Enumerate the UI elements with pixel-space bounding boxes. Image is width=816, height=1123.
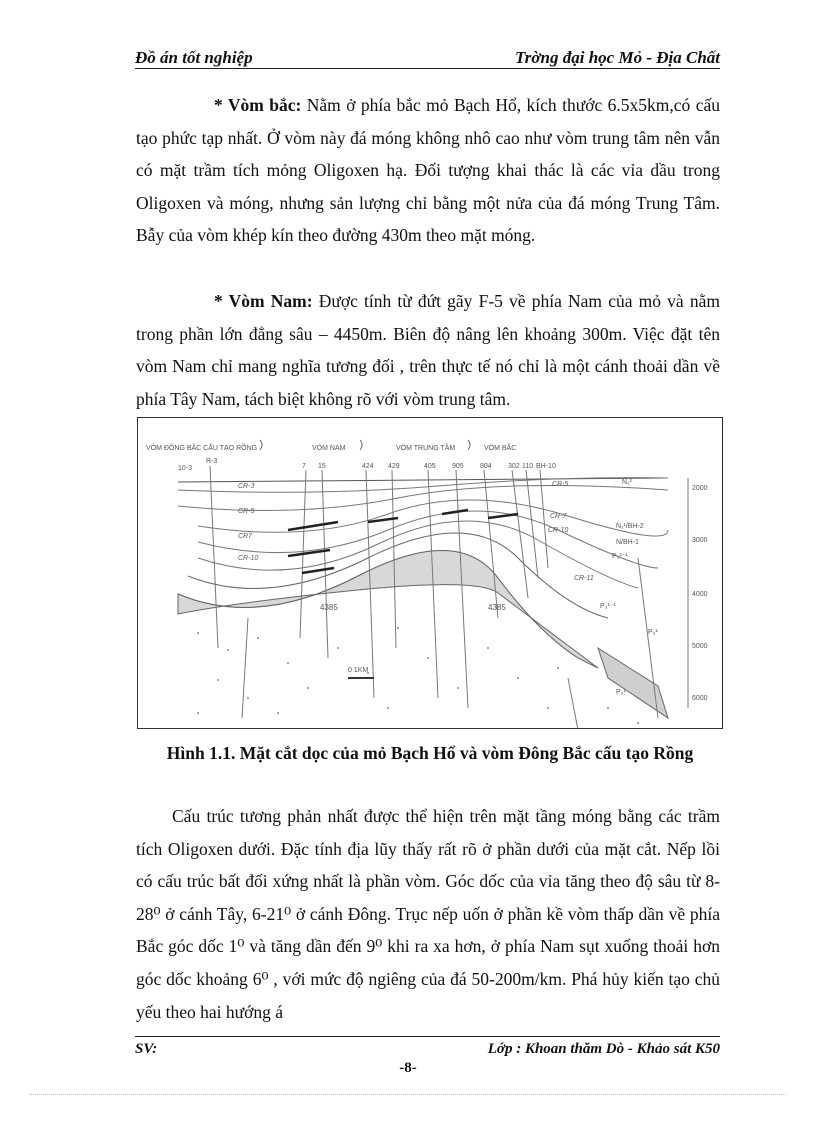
horizon-label: CR-3 xyxy=(238,483,255,490)
paragraph-vom-bac xyxy=(136,89,720,252)
formation-label: P₃¹ xyxy=(616,689,626,696)
header-university: Trờng đại học Mỏ - Địa Chất xyxy=(515,48,720,67)
region-label: VÒM TRUNG TÂM xyxy=(396,445,456,452)
horizon-label: CR-5 xyxy=(552,481,569,488)
paragraph-text: Được tính từ đứt gãy F-5 về phía Nam của mỏ và nằm trong phần lớn đẳng sâu – 4450m. Biên độ nâng lên khoảng 300m. Việc đặt tên vòm Nam chỉ mang nghĩa tương đối , trên thực tế nó chỉ là một cánh thoải dần về phía Tây Nam, tách biệt không rõ với vòm trung tâm. xyxy=(136,291,720,409)
well-label: 110 xyxy=(522,463,534,470)
page-number: -8- xyxy=(399,1060,417,1076)
horizon-label: CR-7 xyxy=(550,513,567,520)
well-label: 804 xyxy=(480,463,492,470)
paragraph-structure xyxy=(136,800,720,1028)
region-label: VÒM NAM xyxy=(312,445,346,452)
well-label: 424 xyxy=(362,463,374,470)
well-label: 905 xyxy=(452,463,464,470)
paragraph-text: Nằm ở phía bắc mỏ Bạch Hổ, kích thước 6.5x5km,có cấu tạo phức tạp nhất. Ở vòm này đá móng không nhô cao như vòm trung tâm nên vẫn có mặt trầm tích mỏng Oligoxen hạ. Đối tượng khai thác là các vỉa dầu trong Oligoxen và móng, nhưng sản lượng chỉ bằng một nửa của đá móng Trung Tâm. Bẫy của vòm khép kín theo đường 430m theo mặt móng. xyxy=(136,95,720,246)
cross-section-figure xyxy=(137,417,723,729)
depth-tick: 4000 xyxy=(692,591,708,598)
formation-label: P₃¹⁻¹ xyxy=(600,603,616,610)
paragraph-lead: * Vòm bắc: xyxy=(214,95,302,115)
well-label: R-3 xyxy=(206,458,218,465)
footer-class: Lớp : Khoan thăm Dò - Khảo sát K50 xyxy=(487,1041,720,1057)
paragraph-lead: * Vòm Nam: xyxy=(214,291,313,311)
figure-caption: Hình 1.1. Mặt cắt dọc của mỏ Bạch Hổ và vòm Đông Bắc cấu tạo Rồng xyxy=(166,743,694,763)
formation-label: N₁¹/BH-2 xyxy=(616,523,644,530)
well-label: 405 xyxy=(424,463,436,470)
formation-label: N₁² xyxy=(622,479,632,486)
formation-label: N/BH-1 xyxy=(616,539,639,546)
well-label: 7 xyxy=(302,463,306,470)
header-document-type: Đồ án tốt nghiệp xyxy=(135,48,253,67)
depth-contour-label: 4385 xyxy=(320,603,338,612)
page-footer xyxy=(135,1036,720,1059)
horizon-label: CR-10 xyxy=(238,555,259,562)
well-label: 429 xyxy=(388,463,400,470)
depth-tick: 5000 xyxy=(692,643,708,650)
region-label: VÒM BẮC xyxy=(484,445,517,452)
well-label: 302 xyxy=(508,463,520,470)
formation-label: P₃¹ xyxy=(648,629,658,636)
depth-contour-label: 4385 xyxy=(488,603,506,612)
horizon-label: CR7 xyxy=(238,533,253,540)
paragraph-vom-nam xyxy=(136,285,720,415)
horizon-label: CR-10 xyxy=(548,527,569,534)
horizon-label: CR-5 xyxy=(238,508,255,515)
well-label: 15 xyxy=(318,463,326,470)
horizon-label: CR-11 xyxy=(574,575,594,582)
paragraph-text: Cấu trúc tương phản nhất được thể hiện trên mặt tầng móng bằng các trầm tích Oligoxen dưới. Đặc tính địa lũy thấy rất rõ ở phần dưới của mặt cắt. Nếp lồi có cấu trúc bất đối xứng nhất là phần vòm. Góc dốc của vỉa tăng theo độ sâu từ 8-28⁰ ở cánh Tây, 6-21⁰ ở cánh Đông. Trục nếp uốn ở phần kề vòm thấp dần về phía Bắc góc dốc 1⁰ và tăng dần đến 9⁰ khi ra xa hơn, ở phía Nam sụt xuống thoải hơn góc dốc khoảng 6⁰ , với mức độ ngiêng của đá 50-200m/km. Phá hủy kiến tạo chủ yếu theo hai hướng á xyxy=(136,806,720,1022)
footer-student: SV: xyxy=(135,1041,158,1057)
depth-tick: 6000 xyxy=(692,695,708,702)
region-label: VÒM ĐÔNG BẮC CẤU TẠO RỒNG xyxy=(146,445,258,452)
scale-label: 0 1KM xyxy=(348,667,369,674)
well-label: BH-10 xyxy=(536,463,556,470)
well-label: 10-3 xyxy=(178,465,193,472)
depth-tick: 3000 xyxy=(692,537,708,544)
depth-tick: 2000 xyxy=(692,485,708,492)
page-header xyxy=(135,48,720,69)
page-bottom-divider xyxy=(30,1094,786,1095)
formation-label: P₃²⁻¹ xyxy=(612,553,628,560)
